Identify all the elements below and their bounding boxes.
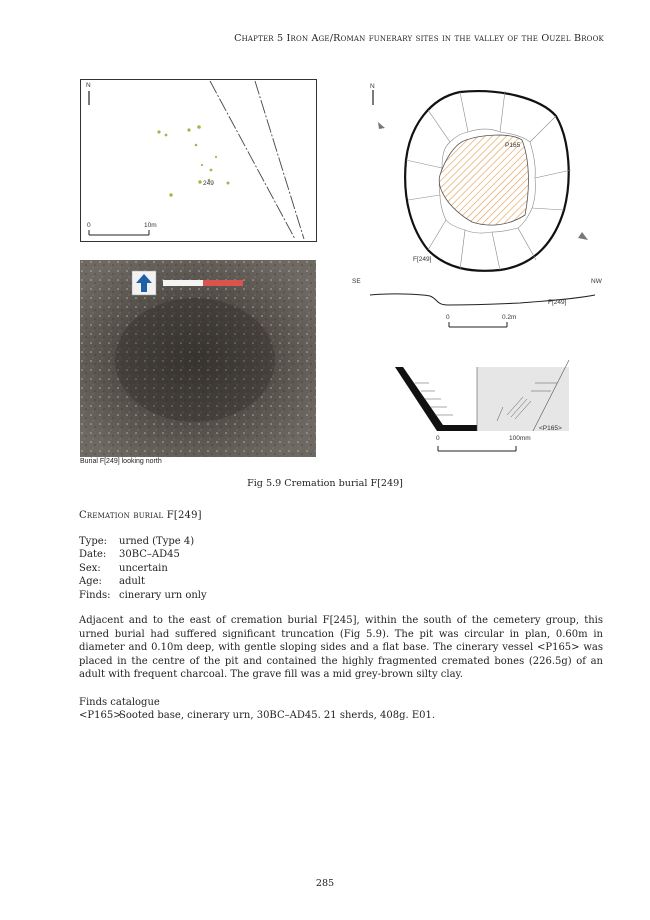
- burial-plan-drawing: [350, 80, 610, 275]
- running-header: Chapter 5 Iron Age/Roman funerary sites in the valley of the Ouzel Brook: [234, 33, 604, 44]
- profile-right-label: NW: [591, 278, 602, 285]
- finds-ref: <P165>: [79, 710, 122, 721]
- fact-row: [79, 575, 207, 588]
- fact-key: Sex:: [79, 562, 101, 574]
- plan-north-label: N: [370, 83, 375, 90]
- fact-value: cinerary urn only: [119, 589, 207, 601]
- fact-row: [79, 535, 207, 548]
- profile-left-label: SE: [352, 278, 361, 285]
- fact-key: Date:: [79, 549, 107, 561]
- site-map-drawing: [80, 79, 317, 242]
- map-scale-end: 10m: [144, 222, 157, 229]
- section-profile-drawing: [350, 277, 610, 337]
- site-map: [80, 79, 317, 242]
- section-title: Cremation burial F[249]: [79, 510, 202, 521]
- fact-key: Type:: [79, 536, 108, 547]
- site-photo: [80, 260, 316, 457]
- vessel-label: <P165>: [539, 425, 562, 432]
- fact-row: [79, 548, 207, 561]
- figure-caption: Fig 5.9 Cremation burial F[249]: [247, 478, 403, 489]
- map-scale-start: 0: [87, 222, 91, 229]
- site-photo-image: [80, 260, 316, 457]
- fact-row: [79, 562, 207, 575]
- finds-text: Sooted base, cinerary urn, 30BC–AD45. 21 sherds, 408g. E01.: [119, 710, 436, 721]
- map-north-label: N: [86, 82, 91, 89]
- fact-key: Age:: [79, 576, 102, 588]
- plan-feature-label: F[249]: [413, 256, 432, 263]
- body-paragraph: Adjacent and to the east of cremation burial F[245], within the south of the cemetery group, this urned burial had suffered significant truncation (Fig 5.9). The pit was circular in plan, 0.60m in diameter and 0.10m deep, with gentle sloping sides and a flat base. The cinerary vessel <P165> was placed in the centre of the pit and contained the highly fragmented cremated bones (226.5g) of an adult with frequent charcoal. The grave fill was a mid grey-brown silty clay.: [79, 615, 603, 681]
- vessel-scale-start: 0: [436, 435, 440, 442]
- page-number: 285: [315, 878, 335, 889]
- finds-item: [79, 710, 435, 721]
- fact-value: uncertain: [119, 562, 168, 574]
- photo-caption: Burial F[249] looking north: [80, 458, 162, 465]
- profile-feature-label: F[249]: [548, 299, 567, 306]
- profile-scale-end: 0.2m: [502, 314, 517, 321]
- fact-value: adult: [119, 576, 146, 588]
- fact-value: 30BC–AD45: [119, 549, 180, 561]
- burial-facts: [79, 535, 207, 602]
- burial-plan: [350, 80, 610, 275]
- finds-heading: Finds catalogue: [79, 697, 160, 708]
- plan-vessel-label: P165: [505, 142, 521, 149]
- scale-bar-icon: [163, 280, 203, 286]
- section-profile: [350, 277, 610, 337]
- fact-row: [79, 589, 207, 602]
- fact-key: Finds:: [79, 589, 111, 601]
- map-feature-label: 249: [203, 180, 214, 187]
- vessel-drawing: [385, 355, 610, 455]
- vessel-section-drawing: [385, 355, 610, 455]
- vessel-scale-end: 100mm: [509, 435, 531, 442]
- profile-scale-start: 0: [446, 314, 450, 321]
- fact-value: urned (Type 4): [119, 536, 195, 547]
